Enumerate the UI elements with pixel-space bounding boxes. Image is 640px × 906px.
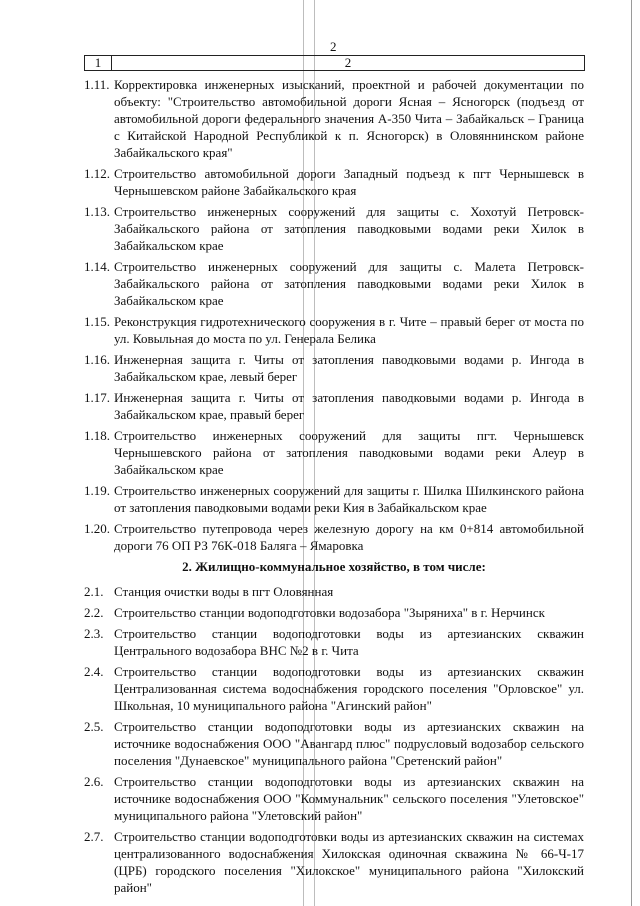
item-number: 1.16. <box>84 352 110 367</box>
item-text: Строительство инженерных сооружений для защиты с. Хохотуй Петровск-Забайкальского района от затопления паводковыми водами реки Хилок в Забайкальском крае <box>114 204 584 253</box>
item-number: 2.3. <box>84 626 104 641</box>
item-number: 1.17. <box>84 390 110 405</box>
list-item <box>84 520 584 554</box>
item-text: Строительство станции водоподготовки воды из артезианских скважин Центрального водозабора ВНС №2 в г. Чита <box>114 626 584 658</box>
document-body <box>84 76 584 900</box>
item-number: 1.15. <box>84 314 110 329</box>
item-number: 2.7. <box>84 829 104 844</box>
list-item <box>84 482 584 516</box>
item-number: 2.2. <box>84 605 104 620</box>
list-item <box>84 76 584 161</box>
item-number: 1.14. <box>84 259 110 274</box>
header-column-1: 1 <box>94 55 102 70</box>
item-number: 1.18. <box>84 428 110 443</box>
item-number: 1.20. <box>84 521 110 536</box>
table-header-row <box>84 55 585 71</box>
scan-page-edge <box>631 0 632 906</box>
header-column-2: 2 <box>344 55 352 70</box>
list-item <box>84 828 584 896</box>
section-heading: 2. Жилищно-коммунальное хозяйство, в том числе: <box>182 559 486 574</box>
list-item <box>84 718 584 769</box>
item-text: Реконструкция гидротехнического сооружения в г. Чите – правый берег от моста по ул. Ковыльная до моста по ул. Генерала Белика <box>114 314 584 346</box>
item-text: Строительство станции водоподготовки воды из артезианских скважин на источнике водоснабжения ООО "Коммунальник" сельского поселения "Улетовское" муниципального района "Улетовский район" <box>114 774 584 823</box>
item-text: Инженерная защита г. Читы от затопления паводковыми водами р. Ингода в Забайкальском крае, левый берег <box>114 352 584 384</box>
item-text: Строительство станции водоподготовки воды из артезианских скважин на источнике водоснабжения ООО "Авангард плюс" подрусловый водозабор сельского поселения "Дунаевское" муниципального района "Сретенский район" <box>114 719 584 768</box>
list-item <box>84 604 584 621</box>
item-text: Строительство станции водоподготовки воды из артезианских скважин Централизованная система водоснабжения городского поселения "Орловское" ул. Школьная, 10 муниципального района "Агинский район" <box>114 664 584 713</box>
item-text: Инженерная защита г. Читы от затопления паводковыми водами р. Ингода в Забайкальском крае, правый берег <box>114 390 584 422</box>
item-text: Строительство станции водоподготовки водозабора "Зыряниха" в г. Нерчинск <box>114 605 545 620</box>
item-text: Строительство путепровода через железную дорогу на км 0+814 автомобильной дороги 76 ОП РЗ 76К-018 Балягa – Ямаровка <box>114 521 584 553</box>
list-item <box>84 258 584 309</box>
item-text: Станция очистки воды в пгт Оловянная <box>114 584 334 599</box>
item-text: Строительство инженерных сооружений для защиты пгт. Чернышевск Чернышевского района от затопления паводковыми водами реки Алеур в Забайкальском крае <box>114 428 584 477</box>
item-number: 1.13. <box>84 204 110 219</box>
list-item <box>84 427 584 478</box>
list-item <box>84 313 584 347</box>
item-text: Строительство инженерных сооружений для защиты с. Малета Петровск-Забайкальского района от затопления паводковыми водами реки Хилок в Забайкальском крае <box>114 259 584 308</box>
list-item <box>84 165 584 199</box>
item-text: Строительство инженерных сооружений для защиты г. Шилка Шилкинского района от затопления паводковыми водами реки Кия в Забайкальском крае <box>114 483 584 515</box>
item-number: 1.12. <box>84 166 110 181</box>
item-number: 1.19. <box>84 483 110 498</box>
page-number: 2 <box>330 39 337 54</box>
item-number: 1.11. <box>84 77 110 92</box>
list-item <box>84 625 584 659</box>
list-item <box>84 351 584 385</box>
list-item <box>84 663 584 714</box>
list-item <box>84 389 584 423</box>
item-number: 2.6. <box>84 774 104 789</box>
item-number: 2.4. <box>84 664 104 679</box>
list-item <box>84 583 584 600</box>
item-text: Строительство автомобильной дороги Западный подъезд к пгт Чернышевск в Чернышевском районе Забайкальского края <box>114 166 584 198</box>
item-number: 2.1. <box>84 584 104 599</box>
item-number: 2.5. <box>84 719 104 734</box>
list-item <box>84 203 584 254</box>
list-item <box>84 773 584 824</box>
item-text: Строительство станции водоподготовки воды из артезианских скважин на системах централизованного водоснабжения Хилокская одиночная скважина № 66-Ч-17 (ЦРБ) городского поселения "Хилокское" муниципального района "Хилокский район" <box>114 829 584 895</box>
item-text: Корректировка инженерных изысканий, проектной и рабочей документации по объекту: "Строительство автомобильной дороги Ясная – Ясногорск (подъезд от автомобильной дороги федерального значения А-350 Чита – Забайкальск – Граница с Китайской Народной Республикой к п. Ясногорск) в Оловяннинском районе Забайкальского края" <box>114 77 584 160</box>
